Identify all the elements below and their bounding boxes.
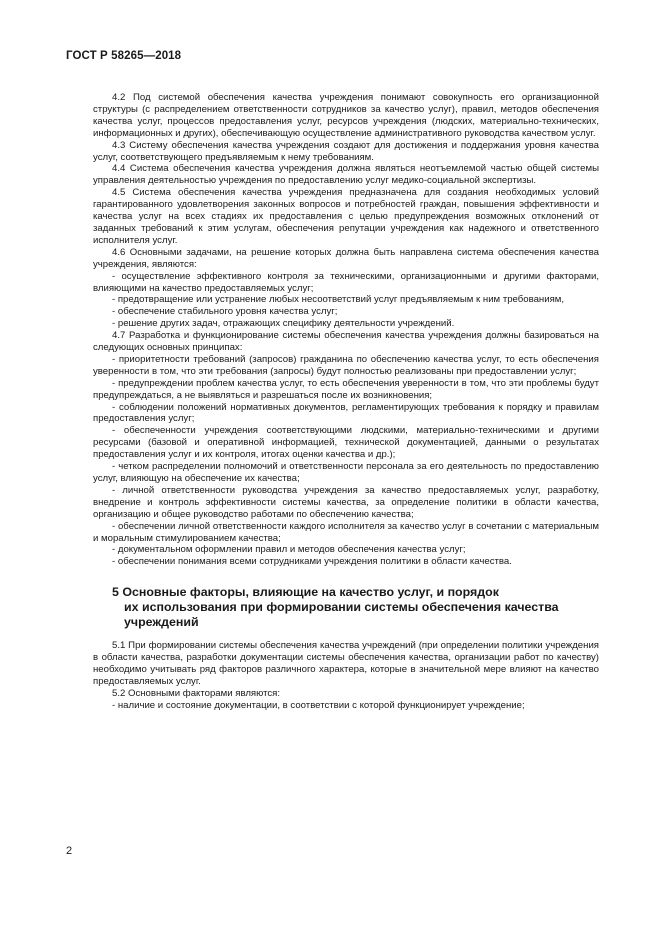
list-item: - четком распределении полномочий и ответственности персонала за его деятельность по предоставлению услуг, влияющую на обеспечение их качества; [93, 461, 599, 484]
list-item: - приоритетности требований (запросов) гражданина по обеспечению качества услуг, то есть обеспечения уверенности в том, что эти требования (запросы) будут полностью реализованы при предоставлении услуг; [93, 353, 599, 377]
list-item: - предупреждении проблем качества услуг, то есть обеспечения уверенности в том, что эти проблемы будут предупреждаться, а не выявляться и разрешаться после их возникновения; [93, 377, 599, 401]
list-item: - наличие и состояние документации, в соответствии с которой функционирует учреждение; [112, 699, 525, 711]
list-item: - документальном оформлении правил и методов обеспечения качества услуг; [112, 544, 466, 556]
list-item: - решение других задач, отражающих специфику деятельности учреждений. [112, 318, 455, 330]
section-5-heading-line: 5 Основные факторы, влияющие на качество услуг, и порядок [112, 585, 499, 600]
page-number: 2 [66, 845, 73, 857]
paragraph-5-2: 5.2 Основными факторами являются: [112, 687, 281, 699]
section-5-heading-line: учреждений [124, 615, 199, 630]
paragraph-5-1: 5.1 При формировании системы обеспечения качества учреждений (при определении политики учреждения в области качества, разработки документации системы обеспечения качества, организации работ по качеству) необходимо учитывать ряд факторов различного характера, которые в значительной мере влияют на качество предоставляемых услуг. [93, 640, 599, 687]
list-item: - предотвращение или устранение любых несоответствий услуг предъявляемым к ним требованиям, [112, 294, 565, 306]
list-item: - личной ответственности руководства учреждения за качество предоставляемых услуг, разработку, внедрение и контроль эффективности системы качества, за определение политики в области качества, организацию и общее руководство работами по обеспечению качества; [93, 484, 599, 520]
paragraph-4-3: 4.3 Систему обеспечения качества учреждения создают для достижения и поддержания уровня качества услуг, соответствующего предъявляемым к нему требованиям. [93, 139, 599, 163]
paragraph-4-2: 4.2 Под системой обеспечения качества учреждения понимают совокупность его организационной структуры (с распределением ответственности сотрудников за качество услуг), правил, методов обеспечения качества услуг, процессов предоставления услуг, ресурсов учреждения (людских, материально-технических, информационных и других), обеспечивающую осуществление административного руководства качеством услуг. [93, 92, 599, 139]
list-item: - обеспечение стабильного уровня качества услуг; [112, 306, 338, 318]
paragraph-4-7: 4.7 Разработка и функционирование системы обеспечения качества учреждения должны базироваться на следующих основных принципах: [93, 330, 599, 354]
section-5-heading-line: их использования при формировании системы обеспечения качества [124, 600, 559, 615]
list-item: - обеспеченности учреждения соответствующими людскими, материально-техническими и другими ресурсами (базовой и оперативной информацией, технической документацией, данными о результатах предоставления услуг и их контроля, итогах оценки качества и др.); [93, 425, 599, 461]
document-body [93, 92, 599, 712]
paragraph-4-6: 4.6 Основными задачами, на решение которых должна быть направлена система обеспечения качества учреждения, являются: [93, 246, 599, 270]
list-item: - соблюдении положений нормативных документов, регламентирующих требования к порядку и правилам предоставления услуг; [93, 401, 599, 425]
section-5-heading [112, 585, 599, 630]
list-item: - обеспечении понимания всеми сотрудниками учреждения политики в области качества. [112, 556, 512, 568]
list-item: - осуществление эффективного контроля за техническими, организационными и другими факторами, влияющими на качество предоставляемых услуг; [93, 270, 599, 294]
paragraph-4-4: 4.4 Система обеспечения качества учреждения должна являться неотъемлемой частью общей системы управления деятельностью учреждения по предоставлению услуг медико-социальной экспертизы. [93, 163, 599, 187]
standard-header: ГОСТ Р 58265—2018 [66, 50, 182, 62]
list-item: - обеспечении личной ответственности каждого исполнителя за качество услуг в сочетании с материальным и моральным стимулированием качества; [93, 520, 599, 544]
paragraph-4-5: 4.5 Система обеспечения качества учреждения предназначена для создания необходимых условий гарантированного удовлетворения законных вопросов и потребностей граждан, повышения эффективности и качества услуг на всех стадиях их предоставления с целью предупреждения возможных отклонений от заданных требований к этим услугам, обеспечения репутации учреждения как надежного и ответственного исполнителя услуг. [93, 187, 599, 246]
